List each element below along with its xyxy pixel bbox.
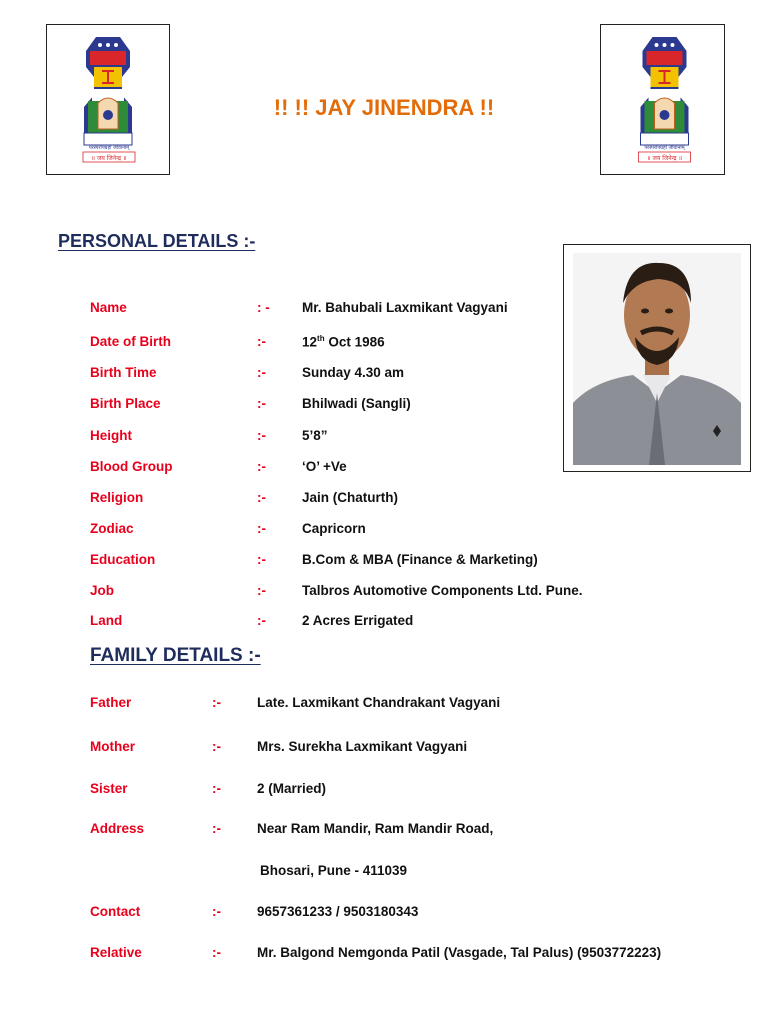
detail-value: ‘O’ +Ve [302,459,347,474]
detail-value: Talbros Automotive Components Ltd. Pune. [302,583,583,598]
detail-label: Birth Time [90,365,157,380]
detail-label: Education [90,552,156,567]
detail-value: Late. Laxmikant Chandrakant Vagyani [257,695,501,710]
detail-label: Land [90,613,123,628]
detail-value: Sunday 4.30 am [302,365,405,380]
logo-caption-bottom: ॥ जय जिनेन्द्र ॥ [91,155,127,162]
profile-photo [563,244,751,472]
detail-label: Date of Birth [90,334,171,349]
logo-caption-bottom: ॥ जय जिनेन्द्र ॥ [646,155,683,162]
detail-value: Near Ram Mandir, Ram Mandir Road, [257,821,494,836]
detail-separator: :- [212,945,221,960]
person-portrait-icon [573,253,741,465]
detail-separator: : - [257,300,270,315]
detail-label: Relative [90,945,142,960]
detail-separator: :- [257,490,266,505]
detail-value [302,334,385,350]
detail-label: Zodiac [90,521,134,536]
detail-separator: :- [257,583,266,598]
detail-value: 2 Acres Errigated [302,613,414,628]
detail-separator: :- [257,613,266,628]
detail-value: 5’8” [302,428,328,443]
logo-caption-top: परस्परोपग्रहो जीवानाम् [644,145,685,151]
detail-value: Mrs. Surekha Laxmikant Vagyani [257,739,468,754]
detail-value: Jain (Chaturth) [302,490,398,505]
detail-separator: :- [257,365,266,380]
detail-value: Capricorn [302,521,366,536]
detail-separator: :- [212,904,221,919]
family-details-title: FAMILY DETAILS :- [90,645,261,666]
detail-separator: :- [257,521,266,536]
detail-label: Name [90,300,127,315]
detail-separator: :- [212,781,221,796]
detail-label: Contact [90,904,141,919]
detail-separator: :- [212,695,221,710]
detail-value: Mr. Bahubali Laxmikant Vagyani [302,300,508,315]
detail-separator: :- [257,396,266,411]
logo-caption-top: परस्परोपग्रहो जीवानाम् [88,145,130,151]
birth-day: 12 [302,334,318,350]
detail-value: Mr. Balgond Nemgonda Patil (Vasgade, Tal Palus) (9503772223) [257,945,662,960]
detail-value: 9657361233 / 9503180343 [257,904,419,919]
detail-separator: :- [257,552,266,567]
birth-day-suffix: th [317,334,325,343]
detail-label: Height [90,428,132,443]
detail-separator: :- [257,459,266,474]
detail-value: Bhosari, Pune - 411039 [260,863,408,878]
detail-label: Mother [90,739,135,754]
detail-label: Religion [90,490,144,505]
detail-separator: :- [257,334,266,349]
detail-value: B.Com & MBA (Finance & Marketing) [302,552,538,567]
detail-label: Birth Place [90,396,161,411]
detail-value: 2 (Married) [257,781,327,796]
detail-separator: :- [212,821,221,836]
detail-label: Sister [90,781,128,796]
detail-label: Address [90,821,145,836]
detail-label: Blood Group [90,459,173,474]
greeting-heading: !! !! JAY JINENDRA !! [273,95,495,120]
birth-month-year: Oct 1986 [328,334,385,350]
personal-details-title: PERSONAL DETAILS :- [58,231,256,251]
detail-separator: :- [212,739,221,754]
detail-separator: :- [257,428,266,443]
detail-label: Job [90,583,115,598]
detail-value: Bhilwadi (Sangli) [302,396,411,411]
detail-label: Father [90,695,132,710]
